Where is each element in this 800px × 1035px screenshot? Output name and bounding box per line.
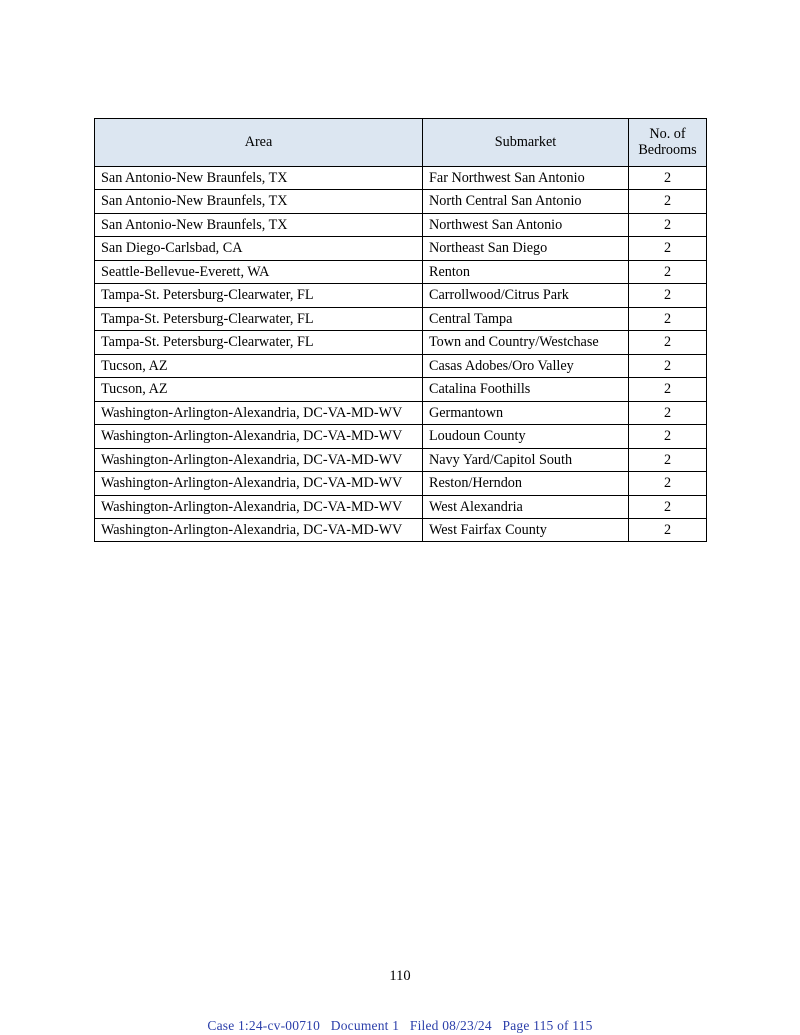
cell-bedrooms: 2 [629,331,707,354]
cell-submarket: Carrollwood/Citrus Park [423,284,629,307]
cell-area: San Antonio-New Braunfels, TX [95,190,423,213]
cell-bedrooms: 2 [629,425,707,448]
table-header-row [95,119,707,167]
cell-bedrooms: 2 [629,166,707,189]
table-row [95,472,707,495]
cell-submarket: Northeast San Diego [423,237,629,260]
table-row [95,495,707,518]
cell-bedrooms: 2 [629,284,707,307]
cell-area: Tucson, AZ [95,378,423,401]
case-footer [0,1018,800,1034]
cell-submarket: Loudoun County [423,425,629,448]
cell-area: Seattle-Bellevue-Everett, WA [95,260,423,283]
cell-area: Tampa-St. Petersburg-Clearwater, FL [95,307,423,330]
table-row [95,237,707,260]
cell-submarket: Reston/Herndon [423,472,629,495]
column-header-bedrooms: No. of Bedrooms [629,119,707,167]
cell-submarket: Navy Yard/Capitol South [423,448,629,471]
table-body [95,166,707,542]
table-row [95,260,707,283]
table-row [95,331,707,354]
submarket-table [94,118,707,542]
cell-area: Tampa-St. Petersburg-Clearwater, FL [95,331,423,354]
cell-bedrooms: 2 [629,213,707,236]
cell-area: Washington-Arlington-Alexandria, DC-VA-MD-WV [95,401,423,424]
table-row [95,401,707,424]
cell-bedrooms: 2 [629,354,707,377]
cell-submarket: Casas Adobes/Oro Valley [423,354,629,377]
column-header-submarket: Submarket [423,119,629,167]
cell-bedrooms: 2 [629,401,707,424]
cell-bedrooms: 2 [629,472,707,495]
cell-bedrooms: 2 [629,307,707,330]
cell-area: San Antonio-New Braunfels, TX [95,213,423,236]
table-row [95,518,707,541]
cell-bedrooms: 2 [629,495,707,518]
column-header-area: Area [95,119,423,167]
cell-submarket: Far Northwest San Antonio [423,166,629,189]
case-footer-text: Case 1:24-cv-00710 Document 1 Filed 08/23/24 Page 115 of 115 [207,1018,593,1033]
table-row [95,213,707,236]
cell-submarket: Germantown [423,401,629,424]
cell-bedrooms: 2 [629,190,707,213]
cell-submarket: North Central San Antonio [423,190,629,213]
cell-area: Washington-Arlington-Alexandria, DC-VA-MD-WV [95,472,423,495]
cell-submarket: Central Tampa [423,307,629,330]
page-number: 110 [389,968,411,984]
table-row [95,284,707,307]
cell-submarket: Northwest San Antonio [423,213,629,236]
table-row [95,425,707,448]
cell-bedrooms: 2 [629,260,707,283]
cell-area: Tampa-St. Petersburg-Clearwater, FL [95,284,423,307]
table-row [95,190,707,213]
table-row [95,354,707,377]
cell-area: Washington-Arlington-Alexandria, DC-VA-MD-WV [95,425,423,448]
cell-submarket: Town and Country/Westchase [423,331,629,354]
cell-bedrooms: 2 [629,378,707,401]
cell-submarket: West Fairfax County [423,518,629,541]
table-row [95,307,707,330]
cell-area: San Diego-Carlsbad, CA [95,237,423,260]
cell-submarket: Catalina Foothills [423,378,629,401]
cell-area: Washington-Arlington-Alexandria, DC-VA-MD-WV [95,495,423,518]
submarket-table-container [94,118,706,542]
table-row [95,378,707,401]
table-row [95,448,707,471]
cell-bedrooms: 2 [629,237,707,260]
cell-area: Washington-Arlington-Alexandria, DC-VA-MD-WV [95,448,423,471]
cell-area: San Antonio-New Braunfels, TX [95,166,423,189]
table-row [95,166,707,189]
cell-submarket: West Alexandria [423,495,629,518]
cell-area: Washington-Arlington-Alexandria, DC-VA-MD-WV [95,518,423,541]
cell-bedrooms: 2 [629,448,707,471]
table-header [95,119,707,167]
cell-area: Tucson, AZ [95,354,423,377]
cell-bedrooms: 2 [629,518,707,541]
cell-submarket: Renton [423,260,629,283]
